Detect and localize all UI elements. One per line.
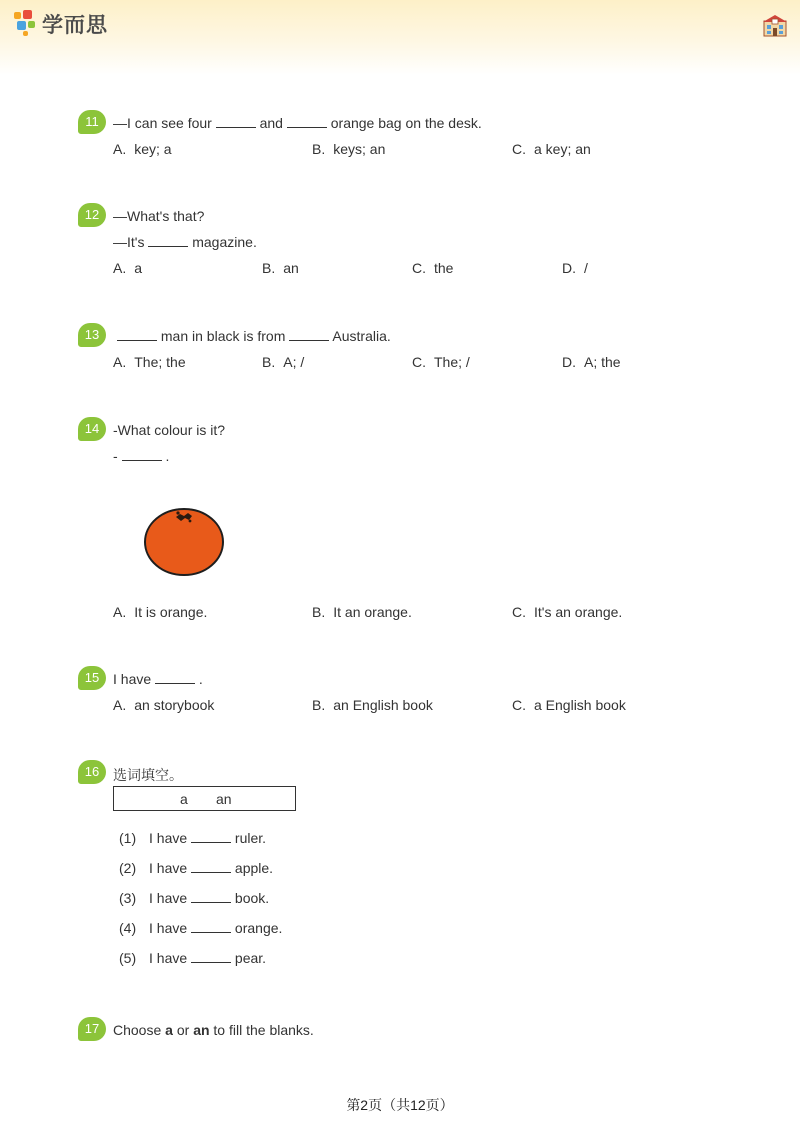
question-number-badge: 11	[78, 110, 106, 134]
option-d[interactable]: D. /	[562, 260, 588, 276]
option-a[interactable]: A. an storybook	[113, 697, 215, 713]
question-stem: —I can see four and orange bag on the desk.	[113, 115, 482, 131]
answer-blank	[191, 860, 231, 873]
option-b[interactable]: B. It an orange.	[312, 604, 412, 620]
page-header	[0, 0, 800, 75]
school-building-icon	[762, 12, 788, 38]
word-option-a: a	[180, 791, 188, 807]
question-number-badge: 12	[78, 203, 106, 227]
question-stem: I have .	[113, 671, 203, 687]
question-stem: —What's that?	[113, 208, 205, 224]
option-b[interactable]: B. keys; an	[312, 141, 386, 157]
question-title: 选词填空。	[113, 767, 183, 783]
option-a[interactable]: A. It is orange.	[113, 604, 208, 620]
fill-item: (1) I have ruler.	[119, 830, 267, 846]
fill-item: (3) I have book.	[119, 890, 270, 906]
answer-blank	[216, 115, 256, 128]
answer-blank	[155, 671, 195, 684]
fill-item: (4) I have orange.	[119, 920, 283, 936]
fill-item: (2) I have apple.	[119, 860, 274, 876]
brand-logo	[14, 8, 108, 40]
option-a[interactable]: A. The; the	[113, 354, 186, 370]
answer-blank	[191, 830, 231, 843]
option-c[interactable]: C. a English book	[512, 697, 626, 713]
answer-blank	[191, 950, 231, 963]
answer-blank	[287, 115, 327, 128]
option-b[interactable]: B. an English book	[312, 697, 433, 713]
option-b[interactable]: B. an	[262, 260, 299, 276]
option-b[interactable]: B. A; /	[262, 354, 305, 370]
option-c[interactable]: C. It's an orange.	[512, 604, 623, 620]
question-stem: -What colour is it?	[113, 422, 226, 438]
question-number-badge: 17	[78, 1017, 106, 1041]
brand-name: 学而思	[42, 13, 108, 37]
answer-blank	[122, 448, 162, 461]
question-number-badge: 15	[78, 666, 106, 690]
fill-item: (5) I have pear.	[119, 950, 267, 966]
option-d[interactable]: D. A; the	[562, 354, 621, 370]
question-stem: man in black is from Australia.	[117, 328, 391, 344]
answer-blank	[289, 328, 329, 341]
xueersi-logo-icon	[14, 10, 38, 38]
question-stem: Choose a or an to fill the blanks.	[113, 1022, 314, 1038]
option-a[interactable]: A. a	[113, 260, 143, 276]
option-a[interactable]: A. key; a	[113, 141, 172, 157]
option-c[interactable]: C. a key; an	[512, 141, 591, 157]
word-option-an: an	[216, 791, 232, 807]
page-number: 第2页（共12页）	[346, 1097, 454, 1113]
question-stem-line2: —It's magazine.	[113, 234, 257, 250]
answer-blank	[117, 328, 157, 341]
word-bank-box	[113, 786, 296, 811]
answer-blank	[191, 920, 231, 933]
option-c[interactable]: C. The; /	[412, 354, 470, 370]
question-number-badge: 13	[78, 323, 106, 347]
question-number-badge: 14	[78, 417, 106, 441]
question-number-badge: 16	[78, 760, 106, 784]
answer-blank	[191, 890, 231, 903]
question-stem-line2: - .	[113, 448, 170, 464]
orange-fruit-icon	[142, 505, 228, 577]
option-c[interactable]: C. the	[412, 260, 454, 276]
answer-blank	[148, 234, 188, 247]
